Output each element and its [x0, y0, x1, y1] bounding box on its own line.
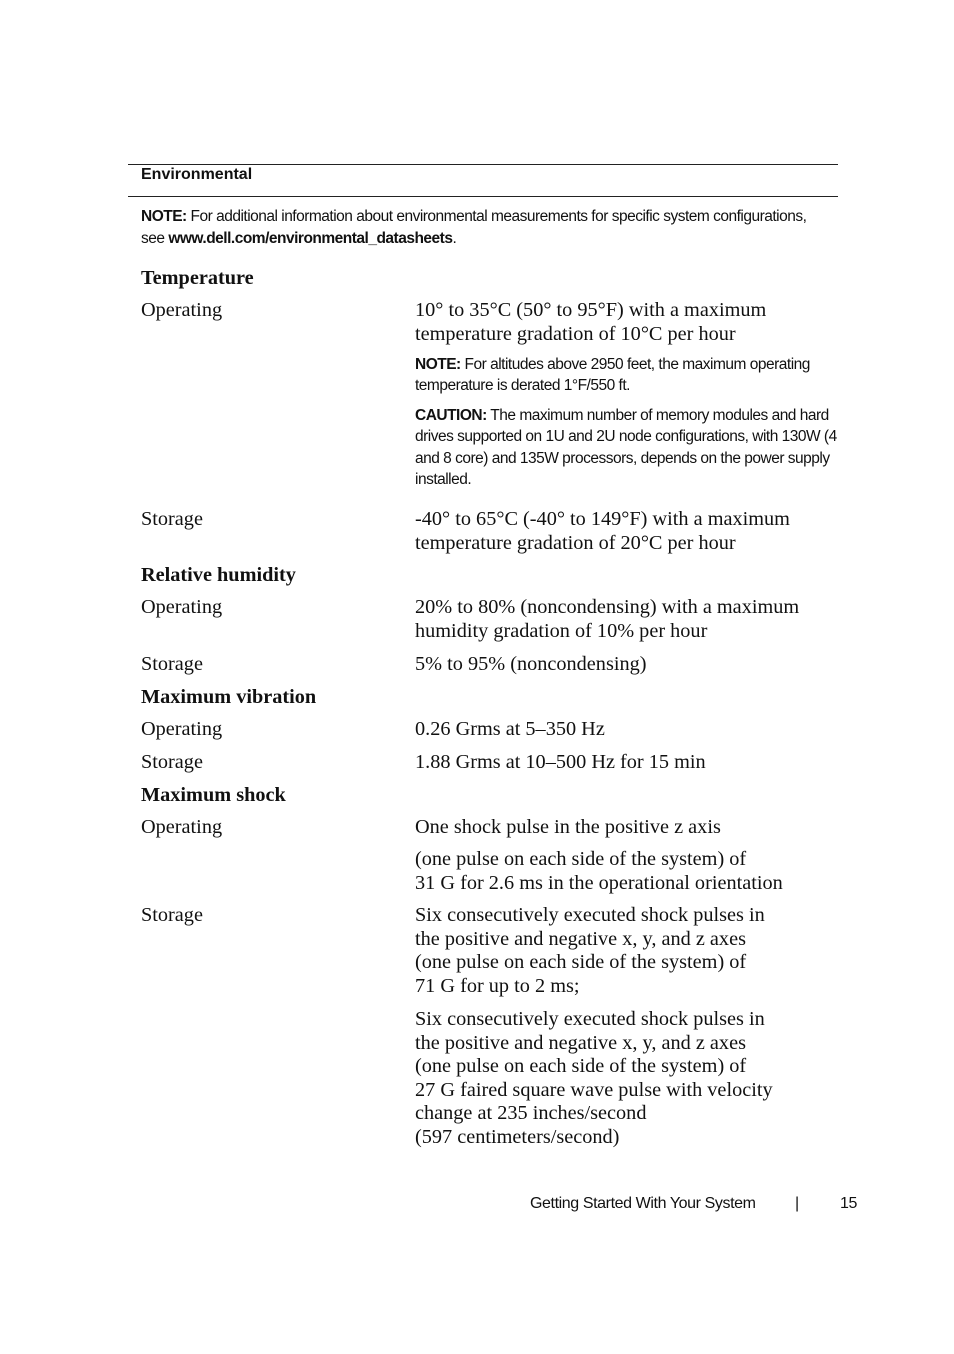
- shock-storage-value-2: [415, 1008, 845, 1149]
- vibration-storage-value: 1.88 Grms at 10–500 Hz for 15 min: [415, 751, 706, 773]
- shock-storage-line: Six consecutively executed shock pulses in: [415, 1008, 765, 1030]
- shock-storage-line: (597 centimeters/second): [415, 1125, 620, 1148]
- caution-prefix: CAUTION:: [415, 407, 487, 424]
- note-suffix: .: [452, 229, 457, 247]
- environmental-note: [141, 206, 821, 249]
- temperature-heading: Temperature: [141, 267, 254, 289]
- shock-storage-line: the positive and negative x, y, and z axes: [415, 927, 746, 950]
- vibration-storage-label: Storage: [141, 751, 203, 773]
- shock-storage-line: 71 G for up to 2 ms;: [415, 974, 580, 997]
- vibration-operating-value: 0.26 Grms at 5–350 Hz: [415, 718, 605, 740]
- shock-storage-line: 27 G faired square wave pulse with velocity: [415, 1078, 773, 1101]
- humidity-operating-value: 20% to 80% (noncondensing) with a maximum humidity gradation of 10% per hour: [415, 596, 800, 642]
- shock-storage-line: the positive and negative x, y, and z axes: [415, 1031, 746, 1054]
- vibration-heading: Maximum vibration: [141, 686, 317, 708]
- shock-operating-line: 31 G for 2.6 ms in the operational orientation: [415, 871, 783, 894]
- caution-text: The maximum number of memory modules and hard drives supported on 1U and 2U node configurations, with 130W (4 and 8 core) and 135W processors, depends on the power supply installed.: [415, 407, 837, 488]
- temperature-operating-value: 10° to 35°C (50° to 95°F) with a maximum temperature gradation of 10°C per hour: [415, 299, 767, 345]
- page-number: 15: [840, 1195, 857, 1212]
- temperature-operating-label: Operating: [141, 299, 223, 321]
- shock-heading: Maximum shock: [141, 784, 286, 806]
- table-title: Environmental: [141, 166, 253, 183]
- shock-storage-line: change at 235 inches/second: [415, 1102, 647, 1124]
- shock-operating-label: Operating: [141, 816, 223, 838]
- table-header-rule: [128, 196, 838, 197]
- temperature-storage-value: -40° to 65°C (-40° to 149°F) with a maximum temperature gradation of 20°C per hour: [415, 508, 790, 554]
- shock-storage-line: (one pulse on each side of the system) of: [415, 1055, 747, 1077]
- shock-operating-value-1: One shock pulse in the positive z axis: [415, 816, 721, 838]
- note-prefix: NOTE:: [141, 208, 187, 225]
- shock-storage-value-1: [415, 904, 845, 998]
- humidity-storage-label: Storage: [141, 653, 203, 675]
- humidity-heading: Relative humidity: [141, 564, 296, 586]
- caution-note: [415, 405, 845, 490]
- humidity-operating-label: Operating: [141, 596, 223, 618]
- footer-title: Getting Started With Your System: [530, 1195, 756, 1212]
- note-text: For additional information about environmental measurements for specific system configurations, see: [141, 208, 807, 247]
- altitude-note-prefix: NOTE:: [415, 356, 461, 373]
- altitude-note: [415, 354, 845, 397]
- temperature-storage-label: Storage: [141, 508, 203, 530]
- shock-storage-label: Storage: [141, 904, 203, 926]
- vibration-operating-label: Operating: [141, 718, 223, 740]
- shock-storage-line: (one pulse on each side of the system) of: [415, 951, 747, 973]
- shock-storage-line: Six consecutively executed shock pulses in: [415, 904, 765, 926]
- shock-operating-line: (one pulse on each side of the system) of: [415, 848, 747, 870]
- datasheet-link[interactable]: www.dell.com/environmental_datasheets: [168, 229, 453, 247]
- footer-separator: |: [795, 1195, 799, 1212]
- shock-operating-value-2: [415, 848, 845, 895]
- humidity-storage-value: 5% to 95% (noncondensing): [415, 653, 647, 675]
- altitude-note-text: For altitudes above 2950 feet, the maximum operating temperature is derated 1°F/550 ft.: [415, 356, 810, 395]
